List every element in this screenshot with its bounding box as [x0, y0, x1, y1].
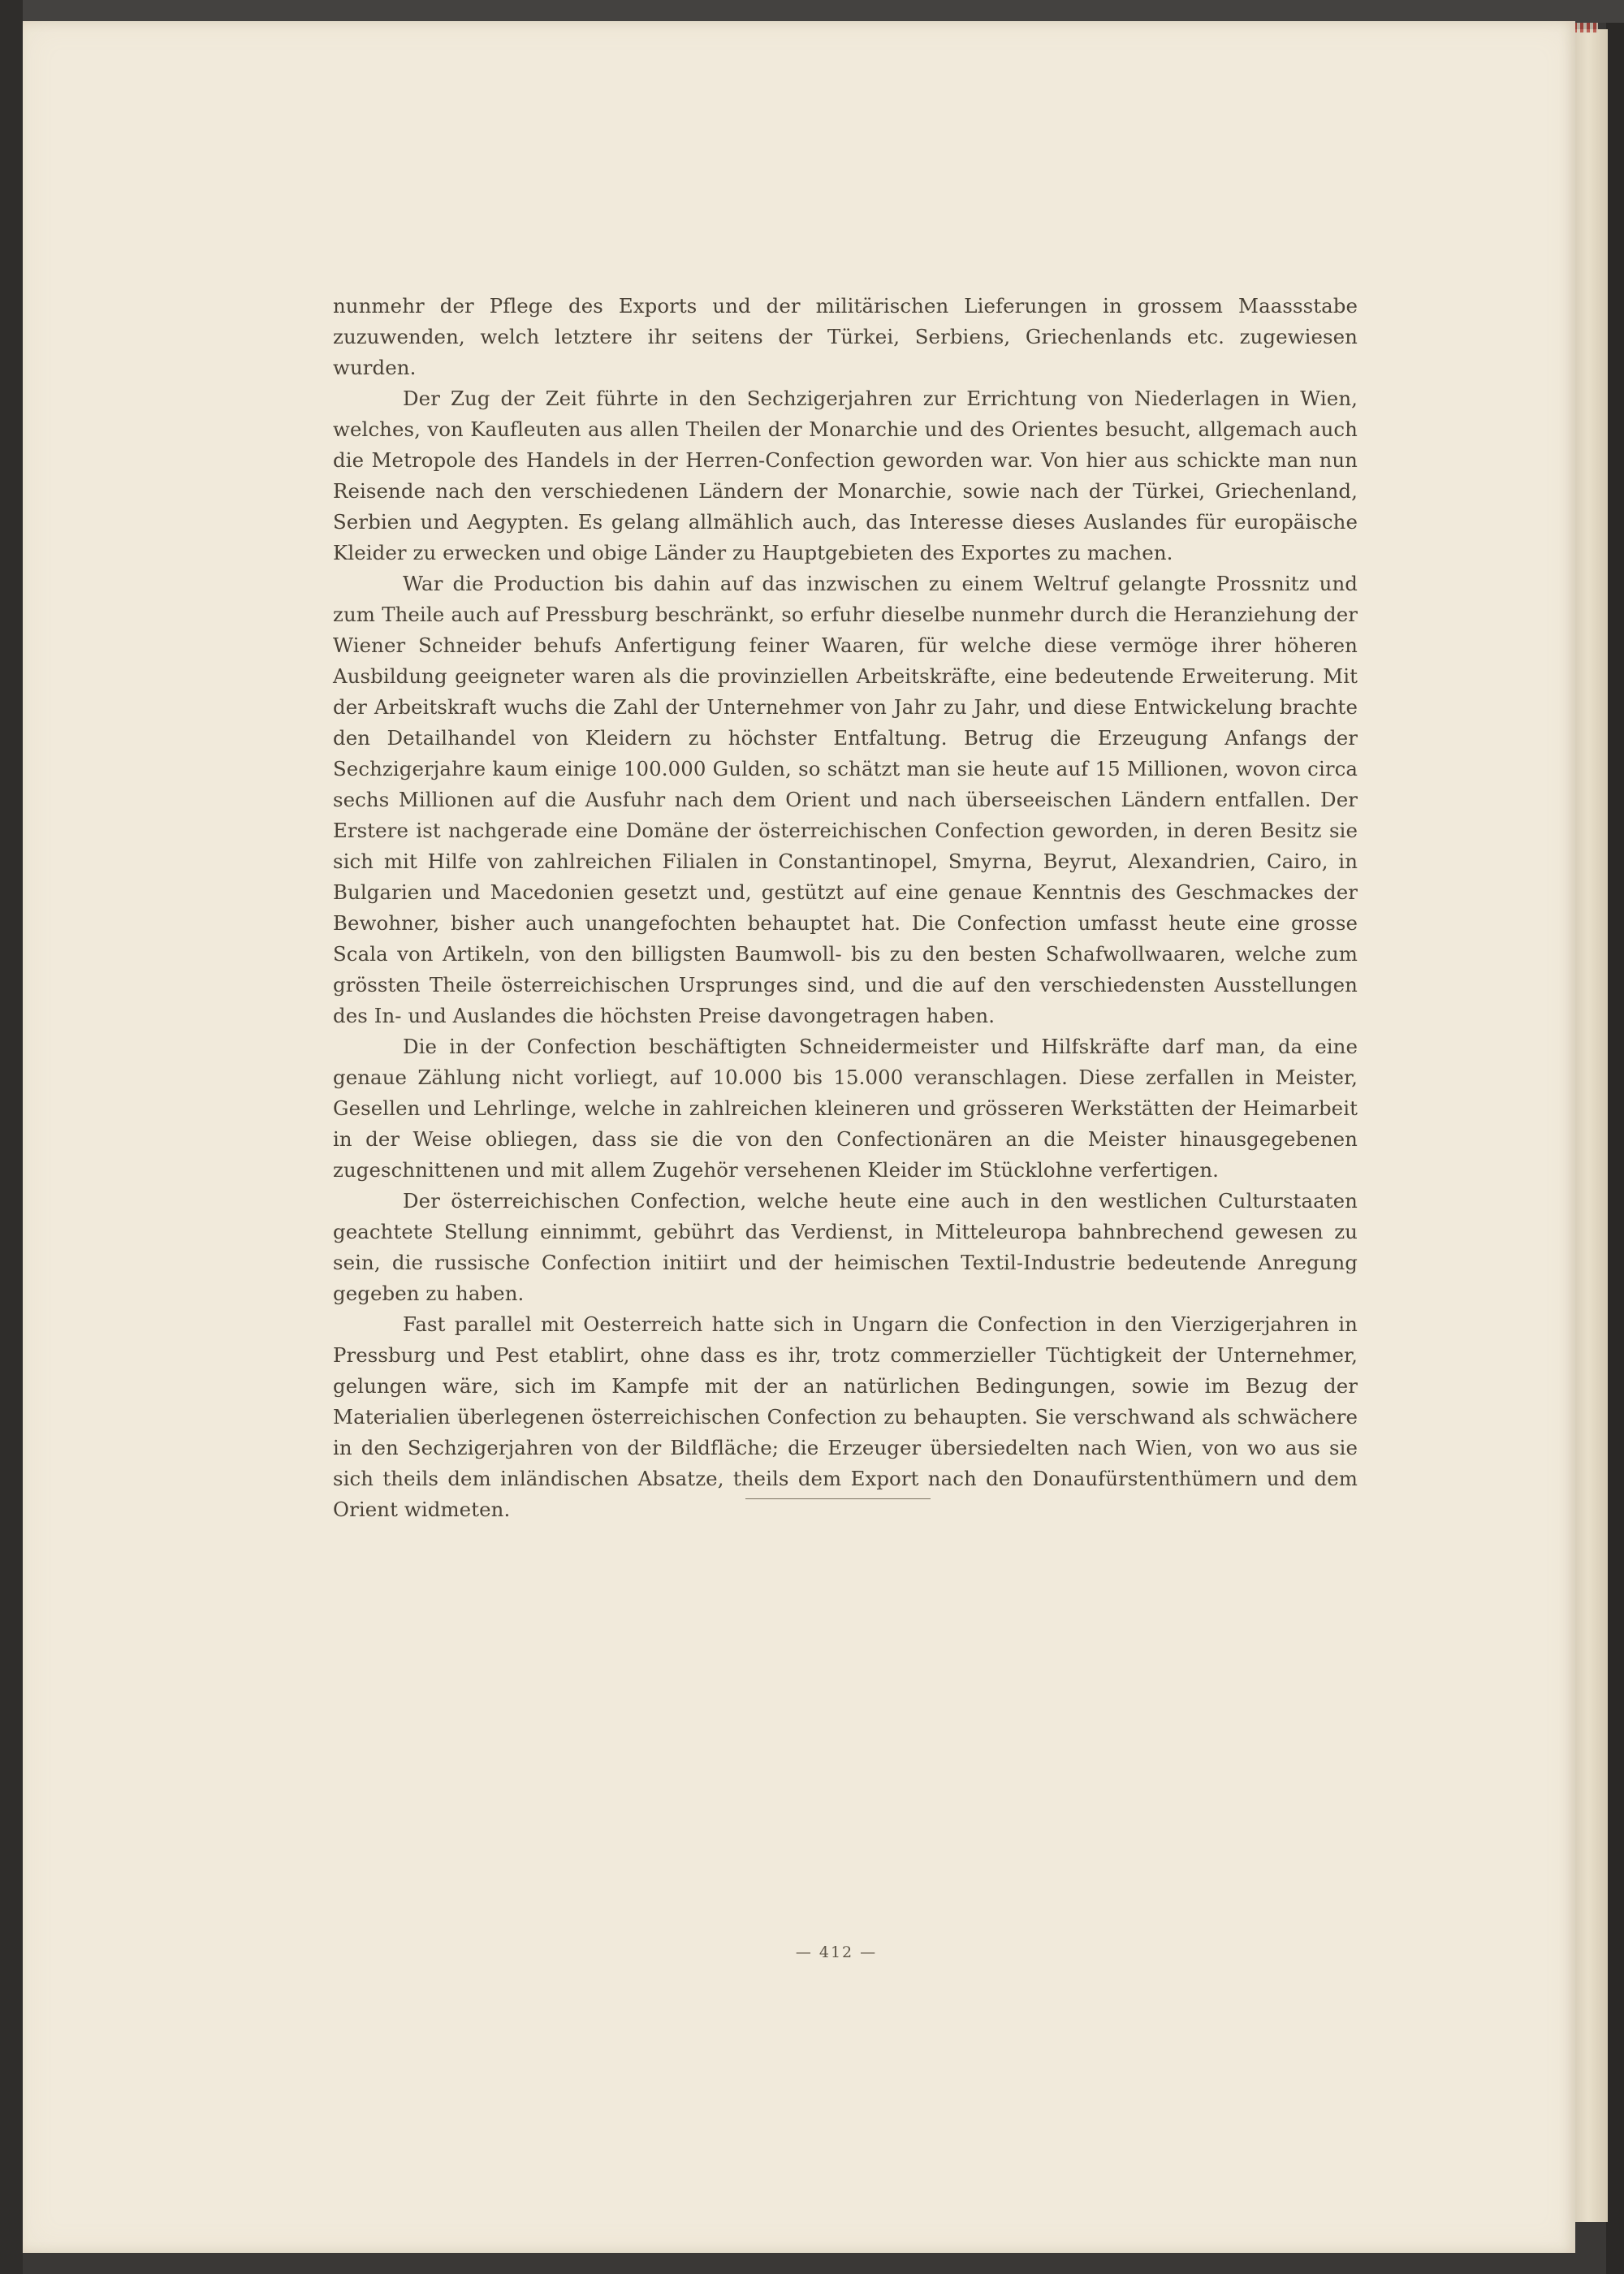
paragraph-continuation: nunmehr der Pflege des Exports und der militärischen Lieferungen in grossem Maassstabe zuzuwenden, welch letztere ihr seitens der Türkei, Serbiens, Griechenlands etc. zugewiesen wurden.: [333, 294, 1358, 379]
paragraph: Der österreichischen Confection, welche heute eine auch in den westlichen Culturstaaten geachtete Stellung einnimmt, gebührt das Verdienst, in Mitteleuropa bahnbrechend gewesen zu sein, die russische Confection initiirt und der heimischen Textil-Industrie bedeutende Anregung gegeben zu haben.: [333, 1189, 1358, 1305]
section-end-rule: [745, 1498, 931, 1499]
paragraph: Der Zug der Zeit führte in den Sechzigerjahren zur Errichtung von Niederlagen in Wien, welches, von Kaufleuten aus allen Theilen der Monarchie und des Orientes besucht, allgemach auch die Metropole des Handels in der Herren-Confection geworden war. Von hier aus schickte man nun Reisende nach den verschiedenen Ländern der Monarchie, sowie nach der Türkei, Griechenland, Serbien und Aegypten. Es gelang allmählich auch, das Interesse dieses Auslandes für europäische Kleider zu erwecken und obige Länder zu Hauptgebieten des Exportes zu machen.: [333, 387, 1358, 564]
paragraph: Fast parallel mit Oesterreich hatte sich in Ungarn die Confection in den Vierzigerjahren in Pressburg und Pest etablirt, ohne dass es ihr, trotz commerzieller Tüchtigkeit der Unternehmer, gelungen wäre, sich im Kampfe mit der an natürlichen Bedingungen, sowie im Bezug der Materialien überlegenen österreichischen Confection zu behaupten. Sie verschwand als schwächere in den Sechzigerjahren von der Bildfläche; die Erzeuger übersiedelten nach Wien, von wo aus sie sich theils dem inländischen Absatze, theils dem Export nach den Donaufürstenthümern und dem Orient widmeten.: [333, 1312, 1358, 1521]
paragraph: War die Production bis dahin auf das inzwischen zu einem Weltruf gelangte Prossnitz und zum Theile auch auf Pressburg beschränkt, so erfuhr dieselbe nunmehr durch die Heranziehung der Wiener Schneider behufs Anfertigung feiner Waaren, für welche diese vermöge ihrer höheren Ausbildung geeigneter waren als die provinziellen Arbeitskräfte, eine bedeutende Erweiterung. Mit der Arbeitskraft wuchs die Zahl der Unternehmer von Jahr zu Jahr, und diese Entwickelung brachte den Detailhandel von Kleidern zu höchster Entfaltung. Betrug die Erzeugung Anfangs der Sechzigerjahre kaum einige 100.000 Gulden, so schätzt man sie heute auf 15 Millionen, wovon circa sechs Millionen auf die Ausfuhr nach dem Orient und nach überseeischen Ländern entfallen. Der Erstere ist nachgerade eine Domäne der österreichischen Confection geworden, in deren Besitz sie sich mit Hilfe von zahlreichen Filialen in Constantinopel, Smyrna, Beyrut, Alexandrien, Cairo, in Bulgarien und Macedonien gesetzt und, gestützt auf eine genaue Kenntnis des Geschmackes der Bewohner, bisher auch unangefochten behauptet hat. Die Confection umfasst heute eine grosse Scala von Artikeln, von den billigsten Baumwoll- bis zu den besten Schafwollwaaren, welche zum grössten Theile österreichischen Ursprunges sind, und die auf den verschiedensten Ausstellungen des In- und Auslandes die höchsten Preise davongetragen haben.: [333, 572, 1358, 1027]
scan-background-left: [0, 0, 23, 2274]
body-text: [333, 291, 1358, 1525]
scan-background-top: [0, 0, 1624, 23]
adjacent-page-edge: [1574, 29, 1608, 2222]
page-number: — 412 —: [795, 1943, 878, 1961]
paragraph: Die in der Confection beschäftigten Schneidermeister und Hilfskräfte darf man, da eine genaue Zählung nicht vorliegt, auf 10.000 bis 15.000 veranschlagen. Diese zerfallen in Meister, Gesellen und Lehrlinge, welche in zahlreichen kleineren und grösseren Werkstätten der Heimarbeit in der Weise obliegen, dass sie die von den Confectionären an die Meister hinausgegebenen zugeschnittenen und mit allem Zugehör versehenen Kleider im Stücklohne verfertigen.: [333, 1035, 1358, 1182]
scan-background-right: [1606, 23, 1624, 2274]
